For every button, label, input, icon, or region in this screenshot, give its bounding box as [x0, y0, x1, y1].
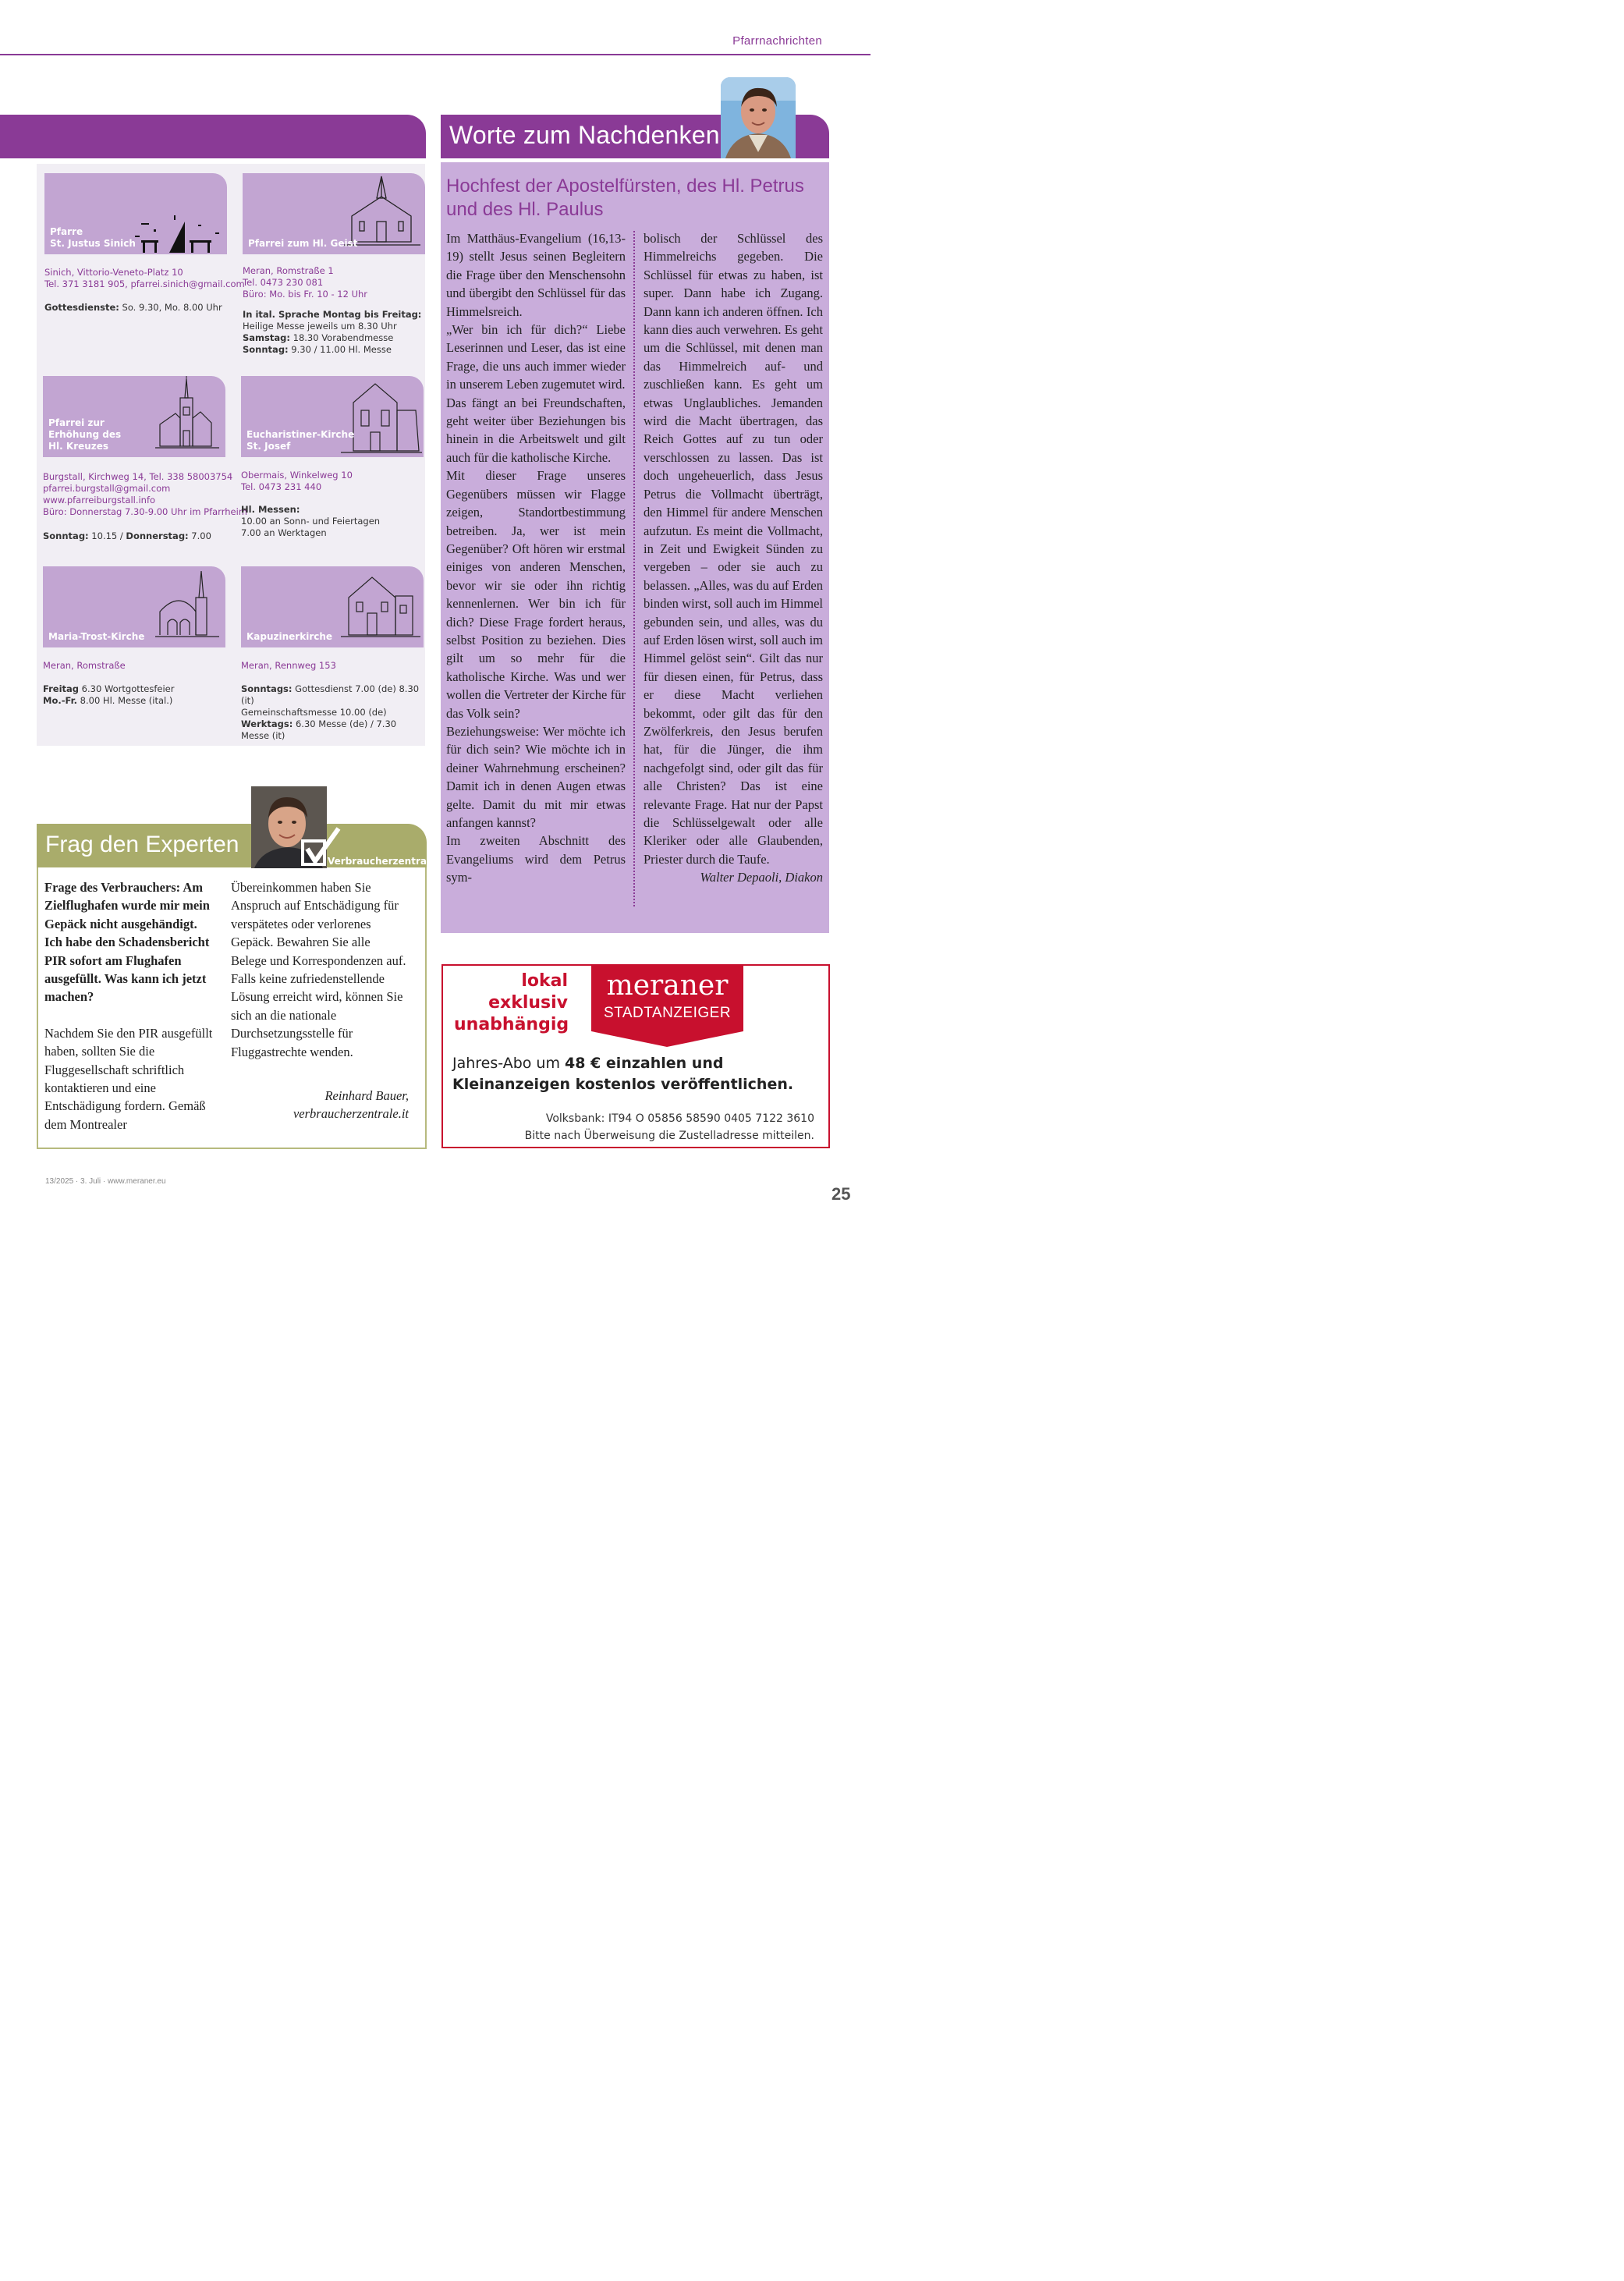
page-number: 25 [832, 1184, 851, 1204]
article-paragraph: Beziehungsweise: Wer möchte ich für dich sein? Wie möchte ich in deiner Wahrnehmung erscheinen? Damit ich in denen Augen etwas gelte. Damit du mit mir etwas anfangen kannst? [446, 723, 626, 830]
meraner-logo [591, 964, 743, 1048]
article-column-2 [644, 229, 823, 887]
mass-times [43, 683, 174, 707]
parish-card-header [43, 376, 225, 457]
schedule-value: 9.30 / 11.00 Hl. Messe [288, 344, 392, 355]
section-label: Pfarrnachrichten [732, 34, 822, 48]
ad-slogan [454, 970, 568, 1036]
expert-website[interactable]: verbraucherzentrale.it [293, 1106, 409, 1122]
schedule-label: Sonntag: [43, 530, 89, 541]
column-divider [633, 231, 635, 906]
mass-times [43, 530, 211, 542]
schedule-label: Sonntags: [241, 683, 293, 694]
parish-name: Maria-Trost-Kirche [48, 631, 145, 642]
mass-times [241, 504, 380, 539]
parish-name: Eucharistiner-Kirche [246, 429, 355, 440]
email-link[interactable]: pfarrei.burgstall@gmail.com [43, 483, 171, 494]
top-rule [0, 54, 871, 55]
office-hours: Büro: Donnerstag 7.30-9.00 Uhr im Pfarrheim [43, 506, 247, 517]
parish-header-band [0, 115, 426, 158]
schedule-label: Sonntag: [243, 344, 289, 355]
church-illustration [338, 566, 424, 647]
church-illustration [152, 566, 222, 647]
address-line: Burgstall, Kirchweg 14, Tel. 338 58003754 [43, 471, 233, 482]
parish-name: Hl. Kreuzes [48, 441, 109, 452]
schedule-value: 18.30 Vorabendmesse [289, 332, 394, 343]
schedule-label: Werktags: [241, 718, 293, 729]
schedule-value: 6.30 Messe (de) / 7.30 Messe (it) [241, 718, 397, 741]
schedule-value: 7.00 an Werktagen [241, 527, 327, 538]
schedule-value: Gottesdienst 7.00 (de) 8.30 (it) [241, 683, 420, 706]
ad-slogan-line: unabhängig [454, 1015, 569, 1034]
article-paragraph: bolisch der Schlüssel des Himmelreichs gegeben. Die Schlüssel für etwas zu haben, ist super. Dann habe ich Zugang. Dann kann ich anderen öffnen. Ich kann dies auch verwehren. Es geht um die Schlüssel, mit denen man das Himmelreich auf- und zuschließen kann. Es geht um etwas Unglaubliches. Jemanden wird die Macht übertragen, das Reich Gottes auf zu tun oder verschlossen zu lassen. Das ist doch ungeheuerlich, dass Jesus Petrus die Vollmacht überträgt, den Himmel für andere Menschen aufzutun. Es meint die Vollmacht, in Zeit und Ewigkeit Sünden zu vergeben – oder sie auch zu belassen. „Alles, was du auf Erden binden wirst, soll auch im Himmel gebunden sein, und alles, was du auf Erden lösen wirst, soll auch im Himmel gelöst sein“. Gilt das nur für diesen einen, für Petrus, dass er diese Macht verliehen bekommt, oder gilt das für den Zwölferkreis, den Jesus berufen hat, für die Jünger, die ihm nachgefolgt sind, oder gilt das für alle Christen? Das ist eine relevante Frage. Hat nur der Papst die Schlüsselgewalt oder alle Kleriker oder alle Glaubenden, Priester durch die Taufe. [644, 231, 823, 867]
contact-line: Tel. 371 3181 905, pfarrei.sinich@gmail.com [44, 278, 245, 289]
bank-details: Volksbank: IT94 O 05856 58590 0405 7122 3610 [545, 1112, 814, 1125]
parish-name: Pfarrei zum Hl. Geist [248, 238, 358, 249]
parish-address [44, 267, 245, 290]
ad-offer-line: Kleinanzeigen kostenlos veröffentlichen. [452, 1076, 794, 1093]
parish-name: St. Josef [246, 441, 291, 452]
mass-times [44, 302, 222, 314]
consumer-question: Frage des Verbrauchers: Am Zielflughafen wurde mir mein Gepäck nicht ausgehändigt. Ich habe den Schadensbericht PIR sofort am Flughafen ausgefüllt. Was kann ich jetzt machen? [44, 880, 210, 1005]
schedule-value: So. 9.30, Mo. 8.00 Uhr [119, 302, 222, 313]
parish-address [43, 471, 247, 518]
parish-card-header [44, 173, 227, 254]
ad-note: Bitte nach Überweisung die Zustelladresse mitteilen. [524, 1130, 814, 1142]
expert-signature: Reinhard Bauer, [324, 1088, 409, 1104]
parish-card-header [241, 376, 424, 457]
parish-name: Pfarrei zur [48, 417, 105, 428]
parish-name: Kapuzinerkirche [246, 631, 333, 642]
contact-line: Tel. 0473 230 081 [243, 277, 324, 288]
schedule-label: Hl. Messen: [241, 504, 300, 515]
office-hours: Büro: Mo. bis Fr. 10 - 12 Uhr [243, 289, 368, 300]
logo-wordmark: meraner [606, 970, 729, 1002]
article-paragraph: Mit dieser Frage unseres Gegenübers müssen wir Flagge zeigen, Standortbestimmung betreiben. Ja, wer ist mein Gegenüber? Oft hören wir erstmal einiges von anderen Menschen, bevor wir sie oder ihn richtig kennenlernen. Wer bin ich für dich? Diese Frage fordert heraus, selbst Position zu beziehen. Dies gilt um so mehr für die katholische Kirche. Was und wer wollen die Vertreter der Kirche für das Volk sein? [446, 468, 626, 721]
schedule-label: Freitag [43, 683, 80, 694]
address-line: Obermais, Winkelweg 10 [241, 470, 353, 481]
address-line: Sinich, Vittorio-Veneto-Platz 10 [44, 267, 183, 278]
article-paragraph: Im zweiten Abschnitt des Evangeliums wird dem Petrus sym- [446, 833, 626, 885]
ad-slogan-line: lokal [521, 971, 568, 991]
experten-column-2 [231, 878, 409, 1123]
parish-address [241, 470, 353, 493]
article-heading: Hochfest der Apostelfürsten, des Hl. Petrus und des Hl. Paulus [446, 176, 804, 220]
schedule-label: Gottesdienste: [44, 302, 119, 313]
parish-directory [37, 164, 425, 746]
article-signature: Walter Depaoli, Diakon [700, 870, 823, 885]
parish-card-header [43, 566, 225, 647]
parish-card-header [243, 173, 425, 254]
ad-offer-text: Jahres-Abo um [452, 1055, 566, 1072]
article-paragraph: „Wer bin ich für dich?“ Liebe Leserinnen und Leser, das ist eine Frage, die uns auch immer wieder in unserem Leben zugemutet wird. [446, 322, 626, 392]
website-link[interactable]: www.pfarreiburgstall.info [43, 495, 156, 506]
worte-title: Worte zum Nachdenken [449, 121, 720, 149]
logo-subtitle: STADTANZEIGER [603, 1005, 732, 1021]
parish-name: Erhöhung des [48, 429, 122, 440]
schedule-value: Gemeinschaftsmesse 10.00 (de) [241, 707, 387, 718]
schedule-label: Mo.-Fr. [43, 695, 78, 706]
schedule-value: 6.30 Wortgottesfeier [79, 683, 175, 694]
ad-offer-line [452, 1055, 723, 1072]
parish-name: Pfarre [50, 226, 83, 237]
ad-offer-price: 48 € einzahlen und [565, 1055, 724, 1072]
verbraucherzentrale-badge: Verbraucherzentrale [328, 856, 437, 867]
ad-slogan-line: exklusiv [488, 993, 568, 1013]
experten-column-1 [44, 878, 218, 1133]
address-line: Meran, Rennweg 153 [241, 660, 336, 671]
expert-answer: Übereinkommen haben Sie Anspruch auf Entschädigung für verspätetes oder verlorenes Gepäck. Bewahren Sie alle Belege und Korrespondenzen auf. Falls keine zufriedenstellende Lösung erreicht wird, können Sie sich an die nationale Durchsetzungsstelle für Fluggastrechte wenden. [231, 880, 406, 1059]
experten-title: Frag den Experten [45, 832, 239, 857]
schedule-label: Donnerstag: [126, 530, 189, 541]
schedule-value: 10.00 an Sonn- und Feiertagen [241, 516, 381, 527]
address-line: Meran, Romstraße [43, 660, 126, 671]
mass-times [241, 683, 425, 742]
parish-address [243, 265, 367, 300]
expert-answer: Nachdem Sie den PIR ausgefüllt haben, sollten Sie die Fluggesellschaft schriftlich kontaktieren und eine Entschädigung fordern. Gemäß dem Montrealer [44, 1025, 213, 1132]
mass-times [243, 309, 421, 356]
subscription-ad[interactable] [441, 964, 830, 1148]
parish-card-header [241, 566, 424, 647]
address-line: Meran, Romstraße 1 [243, 265, 334, 276]
article-column-1 [446, 229, 626, 887]
footer-issue: 13/2025 · 3. Juli · www.meraner.eu [45, 1177, 166, 1186]
schedule-label: Samstag: [243, 332, 290, 343]
schedule-value: 8.00 Hl. Messe (ital.) [77, 695, 173, 706]
article-paragraph: Das fängt an bei Freundschaften, geht weiter über Beziehungen bis hinein in die Arbeitswelt und gilt auch für die katholische Kirche. [446, 395, 626, 465]
article-paragraph: Im Matthäus-Evangelium (16,13-19) stellt Jesus seinen Begleitern die Frage über den Menschensohn und übergibt den Schlüssel für das Himmelsreich. [446, 231, 626, 319]
schedule-label: In ital. Sprache Montag bis Freitag: [243, 309, 422, 320]
contact-line: Tel. 0473 231 440 [241, 481, 322, 492]
church-illustration [152, 376, 222, 457]
schedule-value: Heilige Messe jeweils um 8.30 Uhr [243, 321, 397, 332]
parish-name: St. Justus Sinich [50, 238, 136, 249]
parish-address [43, 660, 126, 672]
author-photo [721, 77, 796, 158]
schedule-value: 10.15 / [88, 530, 126, 541]
parish-address [241, 660, 336, 672]
church-illustration [126, 184, 227, 254]
schedule-value: 7.00 [188, 530, 211, 541]
